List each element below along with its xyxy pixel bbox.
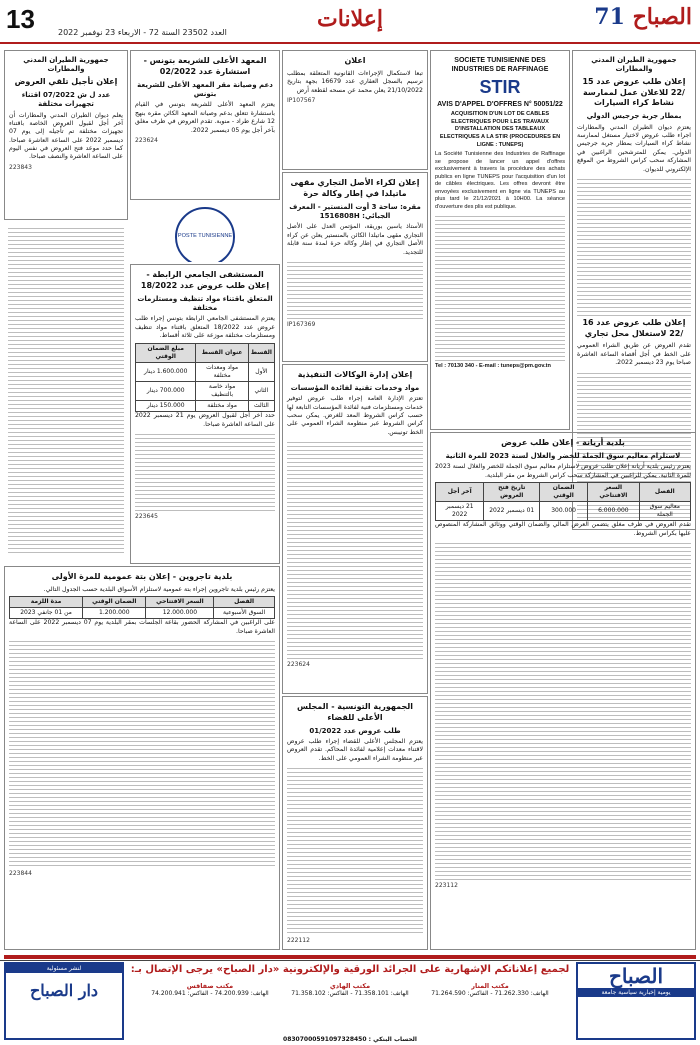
ad-title: المعهد الأعلى للشريعة بتونس - استشارة عدد 02/2022: [143, 56, 267, 76]
ad-ref: 223624: [287, 661, 310, 669]
ad-body: يعتزم المجلس الأعلى للقضاء إجراء طلب عروض لاقتناء معدات إعلامية لفائدة المحاكم. تقدم العروض عبر منظومة الشراء العمومي على الخط.: [287, 738, 423, 762]
table-header: السعر الافتتاحي: [146, 597, 214, 608]
page-number: 13: [6, 4, 35, 34]
logo-name: الصباح: [632, 4, 692, 30]
office-title: مكتب صفاقس: [186, 982, 234, 990]
footer-headline: لجميع إعلاناتكم الإشهارية على الجرائد الورقية والإلكترونية «دار الصباح» يرجى الإتصال بـ:: [130, 964, 570, 975]
ad-title: بلدية تاجروين - إعلان بتة عمومية للمرة الأولى: [51, 572, 233, 581]
issue-info: العدد 23502 السنة 72 - الاربعاء 23 نوفمبر 2022: [58, 28, 227, 37]
ad-title: المستشفى الجامعي الرابطة - إعلان طلب عروض عدد 18/2022: [140, 270, 270, 290]
table-cell: الثالث: [248, 401, 274, 412]
ad-body: تبعا لاستكمال الإجراءات القانونية المتعلقة بمطلب ترسيم بالسجل العقاري عدد 16679 بجهة بتاريخ 21/10/2022 يعلن محمد عن مسحه لقطعة أرض: [287, 69, 423, 94]
ad-body: تعتزم الإدارة العامة إجراء طلب عروض لتوفير خدمات ومستلزمات فنية لفائدة المؤسسات التابعة لها حسب كراس الشروط المعد للغرض. يمكن سحب كراس الشروط عبر منظومة الشراء العمومي على الخط تونيبس.: [287, 395, 423, 436]
ad-text-block: [287, 439, 423, 659]
auction-table: [9, 596, 275, 619]
ad-subtitle: مواد وخدمات تقنية لفائدة المؤسسات: [290, 383, 420, 392]
stir-text-block: [435, 213, 565, 363]
table-cell: 6.000.000: [588, 502, 640, 521]
ad-sharia-institute: [130, 50, 280, 200]
ad-body: الأستاذ ياسين بوريقة، المؤتمن العدل على الأصل التجاري مقهى ماتيلدا الكائن بالمنستير يعلن عن كراء الأصل التجاري في إطار وكالة حرة لمدة سنة قابلة للتجديد.: [287, 223, 423, 256]
ad-body-2: على الراغبين في المشاركة الحضور بقاعة الجلسات بمقر البلدية يوم 07 ديسمبر 2022 على الساعة العاشرة صباحا.: [9, 619, 275, 635]
table-row: [136, 401, 275, 412]
ad-text-block: [577, 176, 691, 316]
ad-subtitle: عدد ل ش 07/2022 اقتناء تجهيزات مختلفة: [21, 90, 111, 109]
ad-subtitle: لاستلزام معاليم سوق الجملة للخضر والغلال لسنة 2023 للمرة الثانية: [445, 451, 681, 460]
ad-land-notice: [282, 50, 428, 170]
table-cell: 01 ديسمبر 2022: [484, 502, 540, 521]
ad-agencies: [282, 364, 428, 694]
table-row: [136, 362, 275, 381]
stir-avis-subtitle: ACQUISITION D'UN LOT DE CABLES ELECTRIQUES POUR LES TRAVAUX D'INSTALLATION DES TABLEAUX ELECTRIQUES A LA STIR (PROCEDURES EN LIGNE : TUNEPS): [439, 111, 561, 148]
bank-account: الحساب البنكي : 08307000591097328450: [283, 1036, 417, 1043]
table-cell: 700.000 دينار: [136, 381, 196, 400]
dar-assabah-logo: [4, 962, 124, 1040]
table-row: [136, 381, 275, 400]
ad-text-block: [135, 431, 275, 511]
table-header: القسط: [248, 343, 274, 362]
newspaper-logo: [594, 4, 692, 30]
ad-title: اعلان: [344, 56, 366, 65]
office-contact: الهاتف: 74.200.939 - الفاكس: 74.200.941: [151, 990, 269, 998]
office-hadi: [280, 982, 420, 998]
table-cell: السوق الأسبوعية: [214, 608, 275, 619]
ad-subtitle: المتعلق باقتناء مواد تنظيف ومستلزمات مختلفة: [137, 294, 273, 313]
table-cell: 300.000: [540, 502, 588, 521]
table-cell: الثاني: [248, 381, 274, 400]
table-header: مبلغ الضمان الوقتي: [136, 343, 196, 362]
poste-emblem-box: [130, 202, 280, 262]
market-table: [435, 482, 691, 521]
ad-judiciary: [282, 696, 428, 950]
table-cell: 21 ديسمبر 2022: [436, 502, 484, 521]
logo-tagline: لنشر مسئولية: [6, 964, 122, 973]
logo-name: دار الصباح: [29, 981, 99, 1000]
ad-text-block: [287, 259, 423, 319]
table-header: الضمان الوقتي: [540, 482, 588, 501]
ad-ref: 223624: [135, 136, 158, 144]
table-cell: 12.000.000: [146, 608, 214, 619]
table-row: [436, 502, 691, 521]
ad-title: الجمهورية التونسية - المجلس الأعلى للقضاء: [296, 702, 414, 722]
ad-subtitle: مقره: ساحة 3 أوت المنستير - المعرف الجبائي: 1516808H: [289, 202, 421, 221]
ad-stir: [430, 50, 570, 430]
table-cell: 150.000 دينار: [136, 401, 196, 412]
poste-emblem: [175, 207, 235, 262]
ad-rabta-hospital: [130, 264, 280, 564]
ad-title: إعلان إدارة الوكالات التنفيذية: [297, 370, 413, 379]
ad-subtitle: دعم وصيانة مقر المعهد الأعلى للشريعة بتونس: [137, 80, 273, 99]
ad-ref: 223645: [135, 512, 158, 520]
stir-logo: STIR: [479, 76, 521, 97]
office-contact: الهاتف: 71.358.101 - الفاكس: 71.358.102: [291, 990, 409, 998]
table-header: السعر الافتتاحي: [588, 482, 640, 501]
logo-name: الصباح: [608, 964, 664, 988]
ad-body-2: تقدم العروض في ظرف مغلق يتضمن العرض المالي والضمان الوقتي ووثائق المشاركة المنصوص عليها بكراس الشروط.: [435, 521, 691, 537]
footer-rule: [4, 955, 696, 959]
stir-body: La Société Tunisienne des Industries de Raffinage se propose de lancer un appel d'offres exclusivement à travers la procédure des achats publics en ligne TUNEPS pour l'acquisition d'un lot de câbles électriques. Les offres devront être envoyées exclusivement en ligne via TUNEPS au plus tard le 21/12/2021 à 10H00. La séance d'ouverture des plis est publique.: [435, 151, 565, 210]
office-title: مكتب الهادي: [329, 982, 371, 990]
ad-title: بلدية أريانة - إعلان طلب عروض: [501, 438, 625, 447]
table-header: تاريخ فتح العروض: [484, 482, 540, 501]
section-title: إعلانات: [317, 6, 383, 32]
ad-text-block: [287, 765, 423, 935]
table-cell: معاليم سوق الجملة: [639, 502, 690, 521]
ad-airports-07: [4, 50, 128, 220]
table-row: [10, 608, 275, 619]
ad-org: جمهورية الطيران المدني والمطارات: [591, 56, 677, 74]
logo-number: 71: [594, 4, 625, 30]
ad-body: يعلم ديوان الطيران المدني والمطارات أن آخر أجل لقبول العروض الخاصة باقتناء تجهيزات مختلفة تم تأجيله إلى يوم 07 ديسمبر 2022 على الساعة العاشرة صباحا. كما حدد موعد فتح العروض في نفس اليوم على الساعة العاشرة والنصف صباحا.: [9, 111, 123, 161]
lots-table: [135, 343, 275, 413]
ad-title: إعلان لكراء الأصل التجاري مقهى ماتيلدا في إطار وكالة حرة: [290, 178, 420, 198]
ad-ariana: [430, 432, 696, 950]
table-header: الفصل: [639, 482, 690, 501]
table-header: عنوان القسط: [196, 343, 248, 362]
left-filler: [4, 222, 128, 564]
ad-ref: 223112: [435, 882, 458, 890]
ad-title-2: إعلان طلب عروض عدد 16 /22 لاستغلال محل تجاري: [582, 317, 686, 338]
ad-text-block: [435, 540, 691, 880]
assabah-logo: [576, 962, 696, 1040]
ad-cafe-lease: [282, 172, 428, 362]
ad-body-2: حدد آخر أجل لقبول العروض يوم 21 ديسمبر 2022 على الساعة العاشرة صباحا.: [135, 412, 275, 428]
ad-ref: 222112: [287, 937, 310, 945]
ad-body: يعتزم رئيس بلدية أريانة إعلان طلب عروض لاستلزام معاليم سوق الجملة للخضر والغلال لسنة 2023 للمرة الثانية. يمكن للراغبين في المشاركة سحب كراس الشروط من مقر البلدية.: [435, 463, 691, 479]
table-cell: مواد مختلفة: [196, 401, 248, 412]
poste-label: POSTE TUNISIENNE: [177, 233, 233, 240]
ad-body: يعتزم المستشفى الجامعي الرابطة بتونس إجراء طلب عروض عدد 18/2022 المتعلق باقتناء مواد تنظيف ومستلزمات مختلفة موزعة على ثلاثة أقساط.: [135, 315, 275, 340]
stir-avis-title: AVIS D'APPEL D'OFFRES N° 50051/22: [437, 100, 563, 108]
ad-body-2: تقدم العروض عن طريق الشراء العمومي على الخط في أجل أقصاه الساعة العاشرة صباحا يوم 23 ديسمبر 2022.: [577, 342, 691, 367]
ad-subtitle: طلب عروض عدد 01/2022: [309, 726, 401, 735]
stir-contact: Tel : 70130 340 - E-mail : tuneps@pm.gov.tn: [435, 363, 551, 370]
table-cell: الأول: [248, 362, 274, 381]
table-cell: مواد ومعدات مختلفة: [196, 362, 248, 381]
ad-org: جمهورية الطيران المدني والمطارات: [23, 56, 109, 74]
ad-subtitle: بمطار جربة جرجيس الدولي: [586, 112, 682, 121]
table-header: آخر أجل: [436, 482, 484, 501]
table-cell: من 01 جانفي 2023: [10, 608, 83, 619]
ad-title: إعلان تأجيل تلقي العروض: [14, 76, 118, 86]
table-header: مدة اللزمة: [10, 597, 83, 608]
stir-company: SOCIETE TUNISIENNE DES INDUSTRIES DE RAFFINAGE: [451, 57, 549, 74]
ad-body: يعتزم ديوان الطيران المدني والمطارات اجراء طلب عروض لاختيار مستغل لممارسة نشاط كراء السيارات بمطار جربة جرجيس الدولي. يمكن للمترشحين الراغبين في المشاركة سحب كراس الشروط من الموقع الإلكتروني للديوان.: [577, 123, 691, 173]
office-contact: الهاتف: 71.262.330 - الفاكس: 71.264.590: [431, 990, 549, 998]
ad-body: يعتزم المعهد الأعلى للشريعة بتونس في القيام باستشارة تتعلق بدعم وصيانة المعهد الكائن مقره بنهج 12 شارع طراد - منوبة. تقدم العروض في ظرف مغلق بآخر أجل يوم 05 ديسمبر 2022.: [135, 101, 275, 134]
ad-ref: IP107567: [287, 96, 316, 104]
ad-text-block: [9, 638, 275, 868]
table-cell: 1.600.000 دينار: [136, 362, 196, 381]
ad-text-block: [8, 225, 124, 555]
ad-body: يعتزم رئيس بلدية تاجروين إجراء بتة عمومية لاستلزام الأسواق البلدية حسب الجدول التالي.: [43, 585, 275, 593]
ad-ref: IP167369: [287, 320, 316, 328]
table-header: الفصل: [214, 597, 275, 608]
office-manar: [420, 982, 560, 998]
ad-tajerouine: [4, 566, 280, 950]
ad-ref: 223844: [9, 870, 32, 878]
table-header: الضمان الوقتي: [83, 597, 146, 608]
office-sfax: [140, 982, 280, 998]
ad-ref: 223843: [9, 163, 32, 171]
office-title: مكتب المنار: [471, 982, 509, 990]
logo-tagline: يومية إخبارية سياسية جامعة: [578, 988, 694, 997]
table-cell: 1.200.000: [83, 608, 146, 619]
table-cell: مواد خاصة بالتنظيف: [196, 381, 248, 400]
ad-title: إعلان طلب عروض عدد 15 /22 للاعلان عمل لممارسة نشاط كراء السيارات: [582, 76, 686, 108]
